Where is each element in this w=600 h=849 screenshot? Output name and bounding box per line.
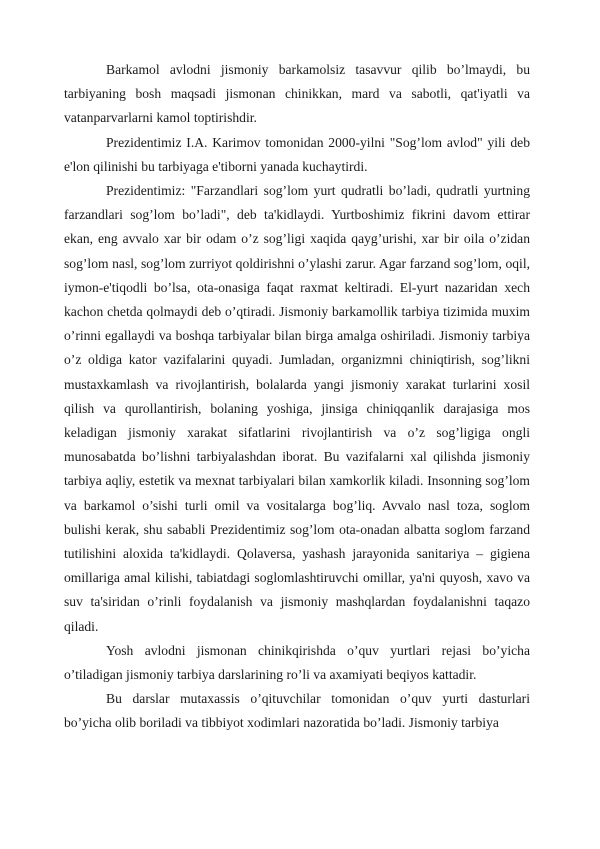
paragraph-5: Bu darslar mutaxassis o’qituvchilar tomonidan o’quv yurti dasturlari bo’yicha olib boriladi va tibbiyot xodimlari nazoratida bo’ladi. Jismoniy tarbiya: [64, 691, 530, 731]
paragraph-4: Yosh avlodni jismonan chinikqirishda o’quv yurtlari rejasi bo’yicha o’tiladigan jismoniy tarbiya darslarining ro’li va axamiyati beqiyos kattadir.: [64, 642, 530, 683]
paragraph-1: Barkamol avlodni jismoniy barkamolsiz tasavvur qilib bo’lmaydi, bu tarbiyaning bosh maqsadi jismonan chinikkan, mard va sabotli, qat'iyatli va vatanparvarlarni kamol toptirishdir.: [64, 62, 530, 126]
document-page: [64, 58, 530, 736]
paragraph-2: Prezidentimiz I.A. Karimov tomonidan 2000-yilni "Sog’lom avlod" yili deb e'lon qilinishi bu tarbiyaga e'tiborni yanada kuchaytirdi.: [64, 134, 530, 174]
paragraph-3: Prezidentimiz: "Farzandlari sog’lom yurt qudratli bo’ladi, qudratli yurtning farzandlari sog’lom bo’ladi", deb ta'kidlaydi. Yurtboshimiz fikrini davom ettirar ekan, eng avvalo xar bir odam o’z sog’ligi xaqida qayg’urishi, xar bir oila o’zidan sog’lom nasl, sog’lom zurriyot qoldirishni o’ylashi zarur. Agar farzand sog’lom, oqil, iymon-e'tiqodli bo’lsa, ota-onasiga faqat raxmat keltiradi. El-yurt nazaridan xech kachon chetda qolmaydi deb o’qtiradi. Jismoniy barkamollik tarbiya tizimida muxim o’rinni egallaydi va boshqa tarbiyalar bilan birga amalga oshiriladi. Jismoniy tarbiya o’z oldiga kator vazifalarini quyadi. Jumladan, organizmni chiniqtirish, sog’likni mustaxkamlash va rivojlantirish, bolalarda yangi jismoniy xarakat turlarini xosil qilish va qurollantirish, bolaning yoshiga, jinsiga chiniqqanlik darajasiga mos keladigan jismoniy xarakat sifatlarini rivojlantirish va o’z sog’ligiga ongli munosabatda bo’lishni tarbiyalashdan iborat. Bu vazifalarni xal qilishda jismoniy tarbiya aqliy, estetik va mexnat tarbiyalari bilan xamkorlik kiladi. Insonning sog’lom va barkamol o’sishi turli omil va vositalarga bog’liq. Avvalo nasl toza, soglom bulishi kerak, shu sababli Prezidentimiz sog’lom ota-onadan albatta soglom farzand tutilishini aloxida ta'kidlaydi. Qolaversa, yashash jarayonida sanitariya – gigiena omillariga amal kilishi, tabiatdagi soglomlashtiruvchi omillar, ya'ni quyosh, xavo va suv ta'siridan o’rinli foydalanish va jismoniy mashqlardan foydalanishni taqazo qiladi.: [64, 183, 530, 634]
